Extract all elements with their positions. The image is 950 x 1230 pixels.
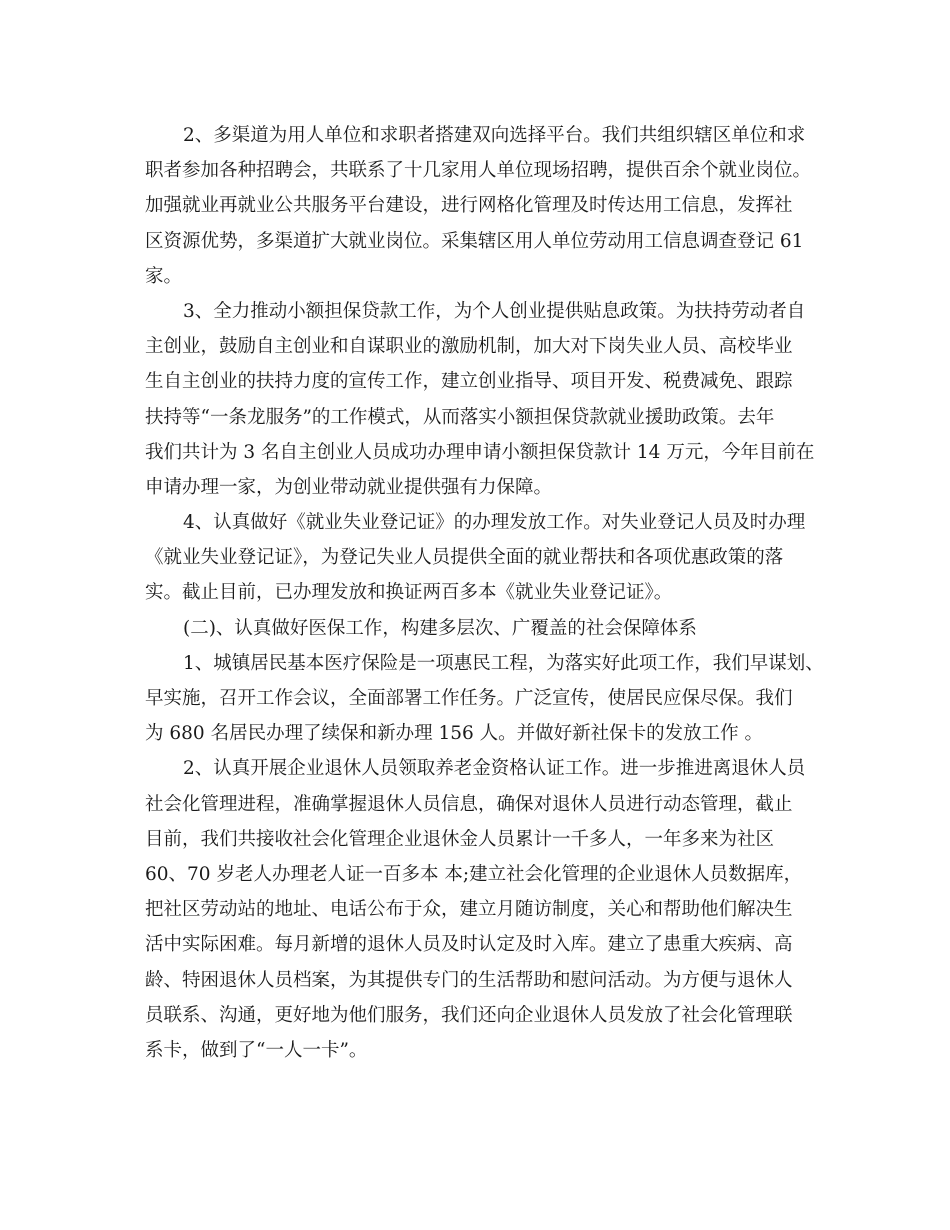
paragraph-line: 1、城镇居民基本医疗保险是一项惠民工程，为落实好此项工作，我们早谋划、 xyxy=(183,652,824,674)
paragraph-line: 生自主创业的扶持力度的宣传工作，建立创业指导、项目开发、税费减免、跟踪 xyxy=(145,371,793,393)
paragraph-line: 申请办理一家，为创业带动就业提供强有力保障。 xyxy=(145,476,553,498)
body-text xyxy=(145,118,825,1068)
paragraph-line: 《就业失业登记证》，为登记失业人员提供全面的就业帮扶和各项优惠政策的落 xyxy=(145,547,784,569)
paragraph-line: 目前，我们共接收社会化管理企业退休金人员累计一千多人，一年多来为社区 xyxy=(145,828,775,850)
paragraph-line: 我们共计为 3 名自主创业人员成功办理申请小额担保贷款计 14 万元，今年目前在 xyxy=(145,441,815,463)
paragraph-line: 员联系、沟通，更好地为他们服务，我们还向企业退休人员发放了社会化管理联 xyxy=(145,1004,793,1026)
paragraph-line: 3、全力推动小额担保贷款工作，为个人创业提供贴息政策。为扶持劳动者自 xyxy=(183,300,806,322)
paragraph-line: 实。截止目前，已办理发放和换证两百多本《就业失业登记证》。 xyxy=(145,582,673,604)
section-heading: (二)、认真做好医保工作，构建多层次、广覆盖的社会保障体系 xyxy=(183,617,697,639)
paragraph-line: 龄、特困退休人员档案，为其提供专门的生活帮助和慰问活动。为方便与退休人 xyxy=(145,969,793,991)
paragraph-line: 系卡，做到了“一人一卡”。 xyxy=(145,1039,368,1061)
paragraph-line: 社会化管理进程，准确掌握退休人员信息，确保对退休人员进行动态管理，截止 xyxy=(145,793,793,815)
paragraph-line: 加强就业再就业公共服务平台建设，进行网格化管理及时传达用工信息，发挥社 xyxy=(145,195,793,217)
paragraph-line: 早实施，召开工作会议，全面部署工作任务。广泛宣传，使居民应保尽保。我们 xyxy=(145,688,793,709)
paragraph-line: 家。 xyxy=(145,265,183,287)
paragraph-line: 区资源优势，多渠道扩大就业岗位。采集辖区用人单位劳动用工信息调查登记 61 xyxy=(145,230,804,252)
paragraph-line: 2、认真开展企业退休人员领取养老金资格认证工作。进一步推进离退休人员 xyxy=(183,758,806,780)
paragraph-line: 职者参加各种招聘会，共联系了十几家用人单位现场招聘，提供百余个就业岗位。 xyxy=(145,160,812,182)
paragraph-line: 2、多渠道为用人单位和求职者搭建双向选择平台。我们共组织辖区单位和求 xyxy=(183,125,806,146)
paragraph-line: 60、70 岁老人办理老人证一百多本 本;建立社会化管理的企业退休人员数据库， xyxy=(145,863,803,885)
paragraph-line: 为 680 名居民办理了续保和新办理 156 人。并做好新社保卡的发放工作 。 xyxy=(145,723,764,745)
paragraph-line: 把社区劳动站的地址、电话公布于众，建立月随访制度，关心和帮助他们解决生 xyxy=(145,899,793,921)
paragraph-line: 扶持等“一条龙服务”的工作模式，从而落实小额担保贷款就业援助政策。去年 xyxy=(145,406,775,428)
paragraph-line: 4、认真做好《就业失业登记证》的办理发放工作。对失业登记人员及时办理 xyxy=(183,512,806,534)
paragraph-line: 主创业，鼓励自主创业和自谋职业的激励机制，加大对下岗失业人员、高校毕业 xyxy=(145,336,793,358)
paragraph-line: 活中实际困难。每月新增的退休人员及时认定及时入库。建立了患重大疾病、高 xyxy=(145,934,793,956)
